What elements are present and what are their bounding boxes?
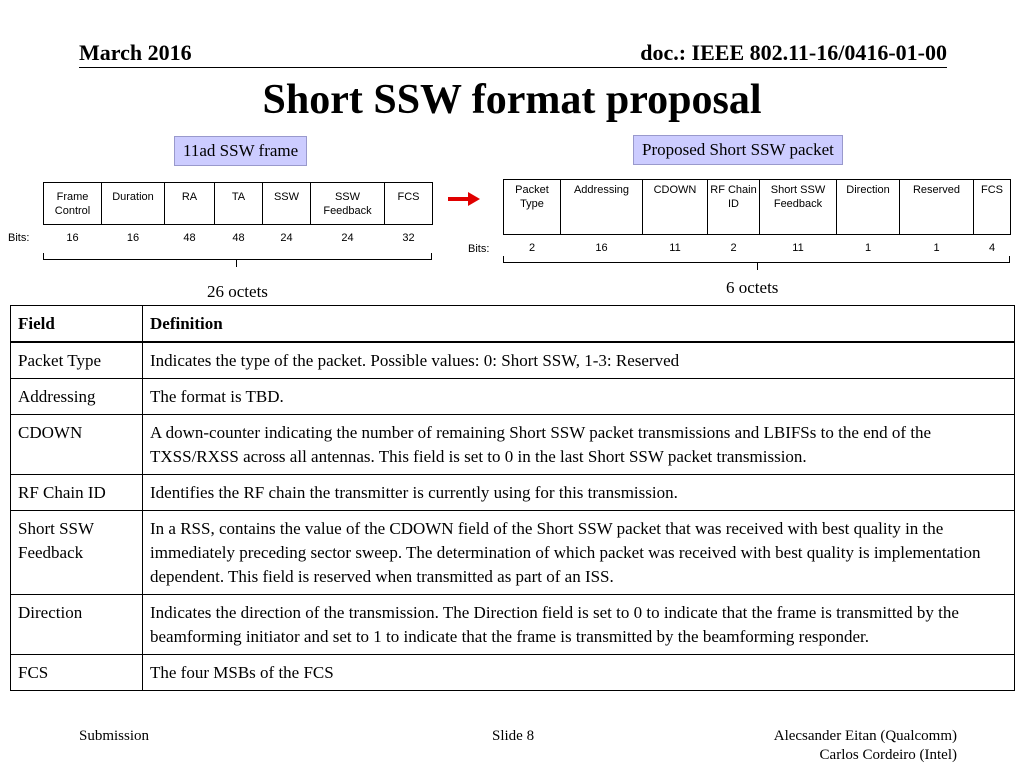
right-octet-count: 6 octets	[726, 278, 779, 297]
bits-value: 2	[528, 242, 536, 254]
field-ssw-feedback: SSW Feedback	[311, 183, 385, 225]
footer-author-1: Alecsander Eitan (Qualcomm)	[773, 728, 957, 744]
field-definitions-table	[10, 305, 1015, 691]
field-short-ssw-feedback: Short SSW Feedback	[760, 180, 837, 235]
bits-value: 2	[730, 242, 737, 254]
bits-value: 11	[792, 242, 804, 254]
field-frame-control: Frame Control	[44, 183, 102, 225]
bits-value: 16	[595, 242, 608, 254]
field-direction: Direction	[837, 180, 900, 235]
field-duration: Duration	[102, 183, 165, 225]
table-header-row	[11, 306, 1015, 343]
left-octet-count: 26 octets	[207, 282, 268, 301]
header-divider	[79, 67, 947, 68]
field-packet-type: Packet Type	[504, 180, 561, 235]
table-row	[11, 595, 1015, 655]
bits-value: 48	[183, 232, 196, 244]
bits-value: 1	[933, 242, 940, 254]
row-field: FCS	[11, 655, 143, 691]
column-header-field: Field	[11, 306, 143, 343]
row-definition: The four MSBs of the FCS	[143, 655, 1015, 691]
field-ssw: SSW	[263, 183, 311, 225]
row-field: Direction	[11, 595, 143, 655]
slide-title: Short SSW format proposal	[262, 77, 762, 123]
bits-value: 1	[864, 242, 872, 254]
row-definition: Identifies the RF chain the transmitter is currently using for this transmission.	[143, 475, 1015, 511]
bits-value: 4	[988, 242, 996, 254]
bits-value: 24	[341, 232, 354, 244]
field-reserved: Reserved	[900, 180, 974, 235]
table-row	[11, 511, 1015, 595]
right-frame-brace	[503, 256, 1010, 263]
right-arrow-icon	[468, 192, 480, 206]
field-cdown: CDOWN	[643, 180, 708, 235]
field-addressing: Addressing	[561, 180, 643, 235]
row-field: Packet Type	[11, 342, 143, 379]
left-frame-brace	[43, 253, 432, 260]
row-definition: Indicates the type of the packet. Possible values: 0: Short SSW, 1-3: Reserved	[143, 342, 1015, 379]
table-row	[11, 379, 1015, 415]
column-header-definition: Definition	[143, 306, 1015, 343]
bits-value: 16	[126, 232, 140, 244]
footer-submission: Submission	[79, 728, 150, 744]
field-ta: TA	[215, 183, 263, 225]
row-definition: In a RSS, contains the value of the CDOWN field of the Short SSW packet that was received with best quality in the immediately preceding sector sweep. The determination of which packet was received with best quality is implementation dependent. This field is reserved when transmitted as part of an ISS.	[143, 511, 1015, 595]
row-definition: Indicates the direction of the transmission. The Direction field is set to 0 to indicate that the frame is transmitted by the beamforming initiator and set to 1 to indicate that the frame is transmitted by the beamforming responder.	[143, 595, 1015, 655]
table-row	[11, 342, 1015, 379]
field-fcs: FCS	[385, 183, 433, 225]
short-ssw-packet-label: Proposed Short SSW packet	[633, 135, 843, 165]
footer-author-2: Carlos Cordeiro (Intel)	[819, 747, 957, 763]
footer-slide-number: Slide 8	[492, 728, 535, 744]
right-bits-label: Bits:	[468, 243, 490, 255]
header-doc-id: doc.: IEEE 802.11-16/0416-01-00	[640, 40, 947, 65]
row-field: CDOWN	[11, 415, 143, 475]
short-ssw-packet-diagram	[503, 179, 1011, 261]
bits-value: 11	[669, 242, 681, 254]
table-row	[11, 475, 1015, 511]
header-date: March 2016	[79, 40, 192, 65]
field-rf-chain-id: RF Chain ID	[708, 180, 760, 235]
bits-value: 16	[66, 232, 79, 244]
footer-authors	[774, 728, 957, 764]
row-field: Short SSW Feedback	[11, 511, 143, 595]
bits-value: 24	[280, 232, 293, 244]
row-definition: The format is TBD.	[143, 379, 1015, 415]
table-row	[11, 655, 1015, 691]
right-brace-tick	[757, 263, 758, 270]
row-field: RF Chain ID	[11, 475, 143, 511]
row-field: Addressing	[11, 379, 143, 415]
ssw-frame-diagram	[43, 182, 433, 251]
row-definition: A down-counter indicating the number of remaining Short SSW packet transmissions and LBIFSs to the end of the TXSS/RXSS across all antennas. This field is set to 0 in the last Short SSW packet transmission.	[143, 415, 1015, 475]
bits-value: 48	[232, 232, 245, 244]
left-brace-tick	[236, 260, 237, 267]
table-row	[11, 415, 1015, 475]
bits-value: 32	[402, 232, 415, 244]
arrow-shaft	[448, 197, 470, 201]
field-fcs: FCS	[974, 180, 1011, 235]
field-ra: RA	[165, 183, 215, 225]
ssw-frame-label: 11ad SSW frame	[174, 136, 307, 166]
left-bits-label: Bits:	[8, 232, 30, 244]
